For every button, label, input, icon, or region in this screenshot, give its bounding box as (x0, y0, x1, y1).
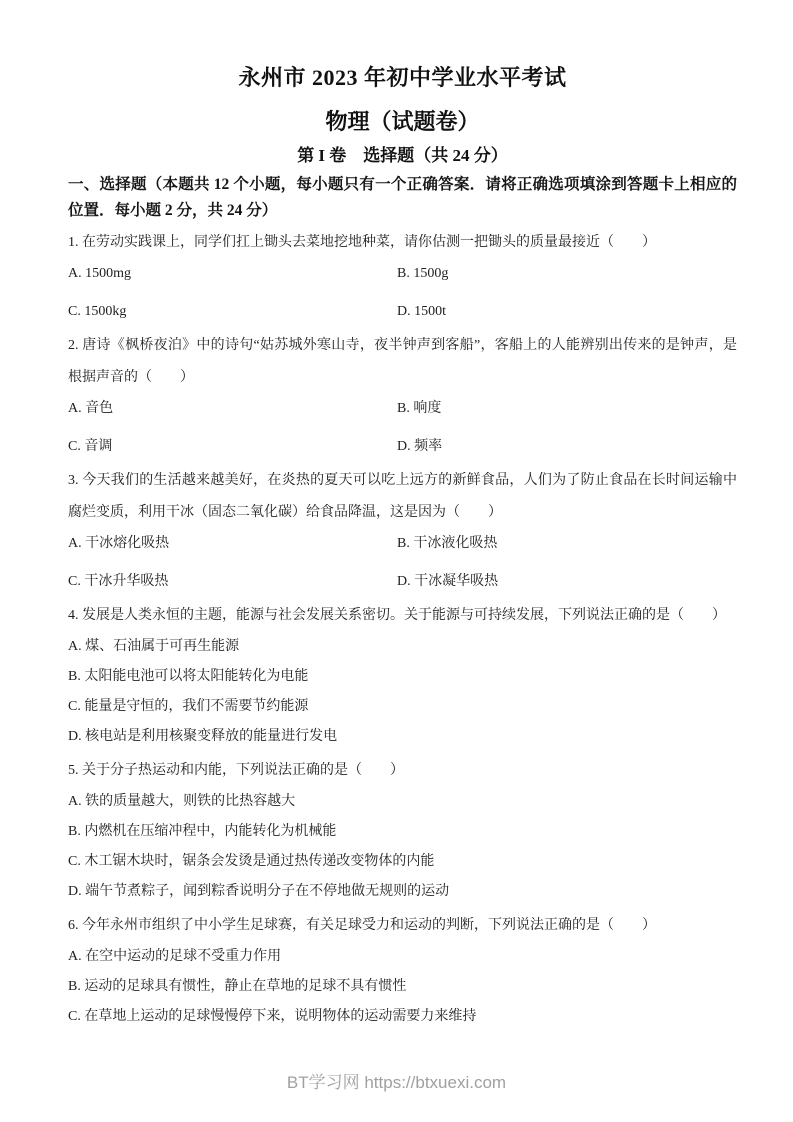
question-1-options (68, 259, 737, 327)
question-6 (68, 910, 737, 1032)
question-1-option-a: A. 1500mg (68, 266, 131, 281)
question-1-option-b: B. 1500g (397, 266, 449, 281)
question-2-option-a: A. 音色 (68, 401, 114, 416)
question-6-options (68, 942, 737, 1032)
question-4-option-d: D. 核电站是利用核聚变释放的能量进行发电 (68, 729, 338, 744)
question-5-options (68, 787, 737, 907)
question-4 (68, 600, 737, 752)
question-3-options (68, 529, 737, 597)
question-3-stem: 3. 今天我们的生活越来越美好，在炎热的夏天可以吃上远方的新鲜食品，人们为了防止食品在长时间运输中腐烂变质，利用干冰（固态二氧化碳）给食品降温，这是因为（ ） (68, 473, 737, 520)
exam-subtitle: 物理（试题卷） (325, 109, 480, 134)
question-6-option-b: B. 运动的足球具有惯性，静止在草地的足球不具有惯性 (68, 979, 407, 994)
footer-text: BT学习网 https://btxuexi.com (286, 1073, 507, 1092)
question-5 (68, 755, 737, 907)
question-5-option-a: A. 铁的质量越大，则铁的比热容越大 (68, 794, 296, 809)
question-3-option-a: A. 干冰熔化吸热 (68, 536, 170, 551)
question-2-option-b: B. 响度 (397, 401, 442, 416)
question-5-option-d: D. 端午节煮粽子，闻到粽香说明分子在不停地做无规则的运动 (68, 884, 450, 899)
question-2-option-c: C. 音调 (68, 439, 113, 454)
question-1 (68, 227, 737, 327)
question-5-option-c: C. 木工锯木块时，锯条会发烫是通过热传递改变物体的内能 (68, 854, 435, 869)
section-instruction: 一、选择题（本题共 12 个小题，每小题只有一个正确答案．请将正确选项填涂到答题卡上相应的位置．每小题 2 分，共 24 分） (68, 176, 737, 219)
question-1-stem: 1. 在劳动实践课上，同学们扛上锄头去菜地挖地种菜，请你估测一把锄头的质量最接近（ ） (68, 235, 656, 250)
question-4-options (68, 632, 737, 752)
question-6-option-c: C. 在草地上运动的足球慢慢停下来，说明物体的运动需要力来维持 (68, 1009, 477, 1024)
question-2-options (68, 394, 737, 462)
question-3-option-d: D. 干冰凝华吸热 (397, 574, 499, 589)
question-3 (68, 465, 737, 597)
question-6-stem: 6. 今年永州市组织了中小学生足球赛，有关足球受力和运动的判断，下列说法正确的是（ ） (68, 918, 656, 933)
question-4-option-a: A. 煤、石油属于可再生能源 (68, 639, 240, 654)
question-4-option-b: B. 太阳能电池可以将太阳能转化为电能 (68, 669, 309, 684)
question-4-stem: 4. 发展是人类永恒的主题，能源与社会发展关系密切。关于能源与可持续发展，下列说法正确的是（ ） (68, 608, 726, 623)
question-2 (68, 330, 737, 462)
question-2-option-d: D. 频率 (397, 439, 443, 454)
question-6-option-a: A. 在空中运动的足球不受重力作用 (68, 949, 282, 964)
section-heading: 第 I 卷 选择题（共 24 分） (297, 146, 508, 165)
question-1-option-d: D. 1500t (397, 304, 446, 319)
question-4-option-c: C. 能量是守恒的，我们不需要节约能源 (68, 699, 309, 714)
question-1-option-c: C. 1500kg (68, 304, 127, 319)
question-5-option-b: B. 内燃机在压缩冲程中，内能转化为机械能 (68, 824, 337, 839)
footer-watermark (0, 1068, 793, 1093)
question-5-stem: 5. 关于分子热运动和内能，下列说法正确的是（ ） (68, 763, 404, 778)
question-3-option-b: B. 干冰液化吸热 (397, 536, 498, 551)
question-2-stem: 2. 唐诗《枫桥夜泊》中的诗句“姑苏城外寒山寺，夜半钟声到客船”，客船上的人能辨别出传来的是钟声，是根据声音的（ ） (68, 338, 737, 385)
question-3-option-c: C. 干冰升华吸热 (68, 574, 169, 589)
exam-title: 永州市 2023 年初中学业水平考试 (238, 65, 567, 90)
